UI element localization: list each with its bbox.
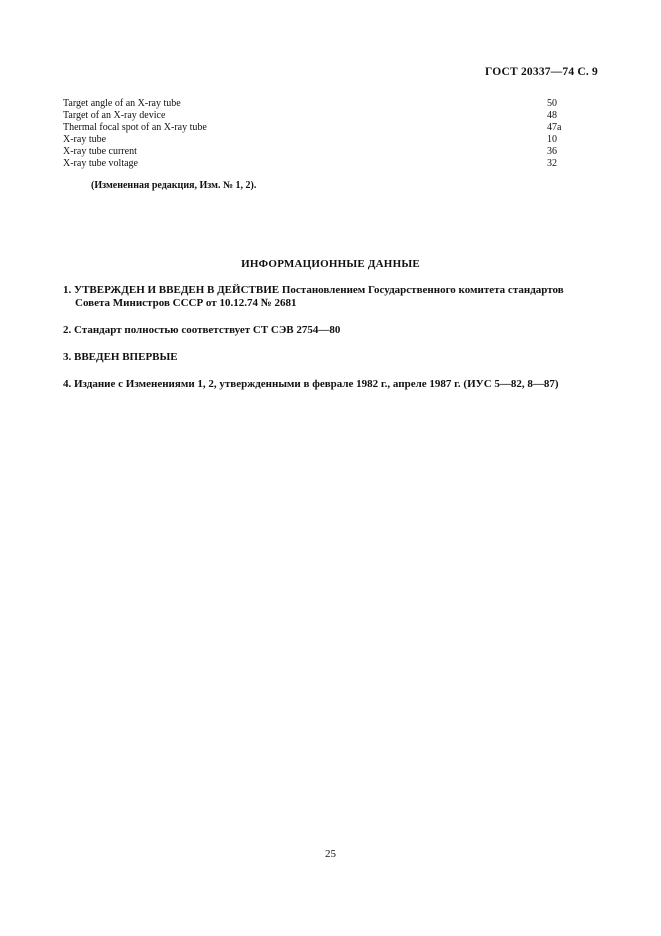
index-ref: 36 — [547, 146, 557, 157]
index-row — [63, 134, 587, 146]
index-term: X-ray tube — [63, 134, 107, 145]
index-row — [63, 98, 587, 110]
index-term: Thermal focal spot of an X-ray tube — [63, 122, 207, 133]
info-item-line: 1. УТВЕРЖДЕН И ВВЕДЕН В ДЕЙСТВИЕ Постановлением Государственного комитета стандартов — [63, 284, 564, 296]
index-table — [63, 98, 587, 170]
info-item-approval — [63, 284, 603, 310]
info-item-line: 3. ВВЕДЕН ВПЕРВЫЕ — [63, 351, 178, 363]
info-item-compliance — [63, 324, 603, 337]
info-item-introduced — [63, 351, 603, 364]
index-ref: 10 — [547, 134, 557, 145]
index-term: X-ray tube voltage — [63, 158, 138, 169]
page-number: 25 — [325, 848, 336, 860]
index-term: Target of an X-ray device — [63, 110, 166, 121]
index-ref: 47а — [547, 122, 562, 133]
index-row — [63, 146, 587, 158]
index-row — [63, 158, 587, 170]
index-term: X-ray tube current — [63, 146, 137, 157]
info-item-line: 2. Стандарт полностью соответствует СТ СЭВ 2754—80 — [63, 324, 341, 336]
info-section-title: ИНФОРМАЦИОННЫЕ ДАННЫЕ — [241, 258, 420, 270]
info-item-edition — [63, 378, 603, 391]
index-row — [63, 110, 587, 122]
index-row — [63, 122, 587, 134]
index-ref: 32 — [547, 158, 557, 169]
revision-note: (Измененная редакция, Изм. № 1, 2). — [91, 180, 257, 191]
index-ref: 50 — [547, 98, 557, 109]
page-header-doc-ref: ГОСТ 20337—74 С. 9 — [485, 66, 598, 78]
info-item-line-continued: Совета Министров СССР от 10.12.74 № 2681 — [75, 297, 297, 309]
index-term: Target angle of an X-ray tube — [63, 98, 181, 109]
index-ref: 48 — [547, 110, 557, 121]
info-item-line: 4. Издание с Изменениями 1, 2, утвержденными в феврале 1982 г., апреле 1987 г. (ИУС 5—82, 8—87) — [63, 378, 559, 390]
